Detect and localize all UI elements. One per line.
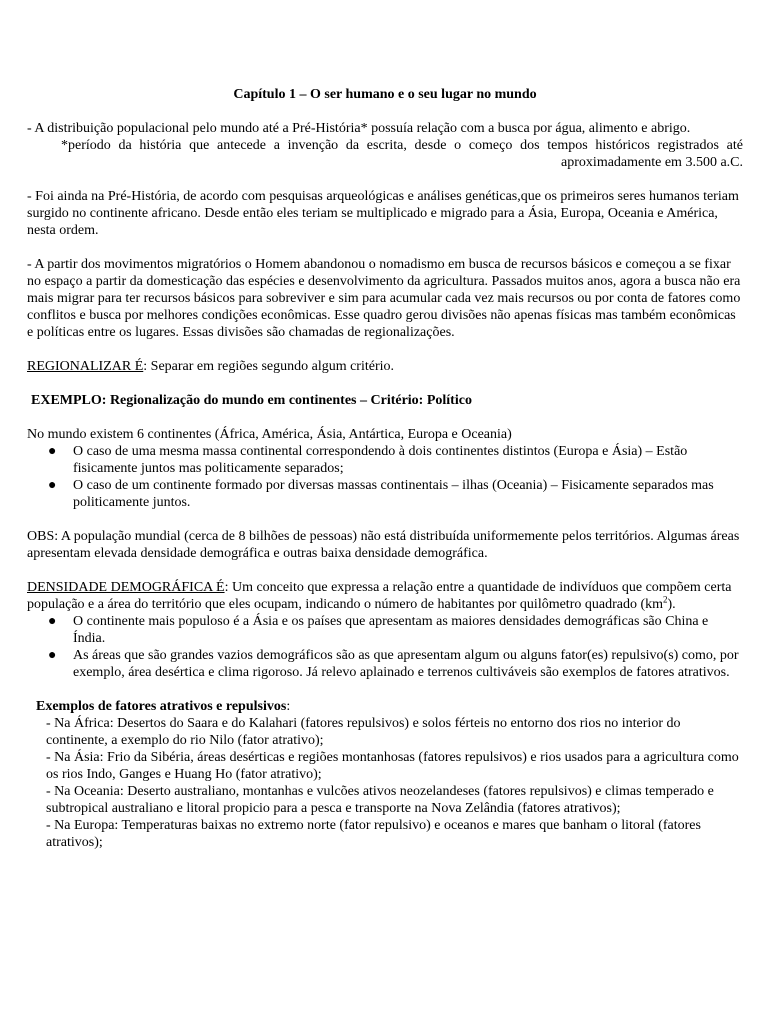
- factors-title: Exemplos de fatores atrativos e repulsivos: [36, 699, 287, 714]
- list-item: - Na Europa: Temperaturas baixas no extremo norte (fator repulsivo) e oceanos e mares que banham o litoral (fatores atrativos);: [46, 818, 701, 850]
- list-item: - Na África: Desertos do Saara e do Kalahari (fatores repulsivos) e solos férteis no entorno dos rios no interior do continente, a exemplo do rio Nilo (fator atrativo);: [46, 716, 681, 748]
- spacer: [27, 341, 743, 358]
- obs-paragraph: OBS: A população mundial (cerca de 8 bilhões de pessoas) não está distribuída uniformemente pelos territórios. Algumas áreas apresentam elevada densidade demográfica e outras baixa densidade demográfica.: [27, 529, 740, 561]
- paragraph-origin: - Foi ainda na Pré-História, de acordo com pesquisas arqueológicas e análises genéticas,que os primeiros seres humanos teriam surgido no continente africano. Desde então eles teriam se multiplicado e migrado para a Ásia, Europa, Oceania e América, nesta ordem.: [27, 189, 739, 238]
- spacer: [27, 239, 743, 256]
- spacer: [27, 409, 743, 426]
- continents-intro: No mundo existem 6 continentes (África, América, Ásia, Antártica, Europa e Oceania): [27, 427, 512, 442]
- continents-list: [27, 443, 743, 511]
- spacer: [27, 562, 743, 579]
- bullet-icon: ●: [48, 444, 57, 459]
- document-page: [27, 86, 743, 851]
- list-item: [27, 647, 743, 681]
- list-item: - Na Oceania: Deserto australiano, montanhas e vulcões ativos neozelandeses (fatores repulsivos) e climas temperado e subtropical australiano e litoral propicio para a pesca e transporte na Nova Zelândia (fatores atrativos);: [46, 784, 714, 816]
- regionalizar-term: REGIONALIZAR É: [27, 359, 144, 374]
- chapter-title: Capítulo 1 – O ser humano e o seu lugar no mundo: [233, 87, 537, 102]
- factors-heading: [27, 698, 743, 715]
- list-item: [27, 443, 743, 477]
- factors-colon: :: [286, 699, 291, 714]
- bullet-icon: ●: [48, 478, 57, 493]
- paragraph-distribution: - A distribuição populacional pelo mundo até a Pré-História* possuía relação com a busca por água, alimento e abrigo.: [27, 121, 691, 136]
- list-item-text: O continente mais populoso é a Ásia e os países que apresentam as maiores densidades demográficas são China e Índia.: [73, 614, 709, 646]
- list-item-text: O caso de uma mesma massa continental correspondendo à dois continentes distintos (Europa e Ásia) – Estão fisicamente juntos mas politicamente separados;: [73, 444, 688, 476]
- density-list: [27, 613, 743, 681]
- density-term: DENSIDADE DEMOGRÁFICA É: [27, 580, 225, 595]
- density-definition: [27, 579, 743, 613]
- superscript: 2: [663, 594, 668, 605]
- regionalizar-definition: [27, 358, 743, 375]
- spacer: [27, 511, 743, 528]
- regionalizar-text: : Separar em regiões segundo algum critério.: [143, 359, 395, 374]
- bullet-icon: ●: [48, 648, 57, 663]
- density-end: ).: [667, 597, 676, 612]
- density-text: : Um conceito que expressa a relação entre a quantidade de indivíduos que compõem certa população e a área do território que eles ocupam, indicando o número de habitantes por quilômetro quadrado (km: [27, 580, 732, 612]
- paragraph-migrations: - A partir dos movimentos migratórios o Homem abandonou o nomadismo em busca de recursos básicos e começou a se fixar no espaço a partir da domesticação das espécies e desenvolvimento da agricultura. Passados muitos anos, agora a busca não era mais migrar para ter recursos básicos para sobreviver e sim para acumular cada vez mais recursos ou por conta de fatores como conflitos e busca por melhores condições econômicas. Esse quadro gerou divisões não apenas físicas mas também econômicas e políticas entre os lugares. Essas divisões são chamadas de regionalizações.: [27, 257, 741, 340]
- spacer: [27, 171, 743, 188]
- prehistory-footnote: *período da história que antecede a invenção da escrita, desde o começo dos tempos históricos registrados até aproximadamente em 3.500 a.C.: [61, 138, 743, 170]
- spacer: [27, 375, 743, 392]
- example-heading: EXEMPLO: Regionalização do mundo em continentes – Critério: Político: [31, 393, 472, 408]
- spacer: [27, 681, 743, 698]
- list-item-text: As áreas que são grandes vazios demográficos são as que apresentam algum ou alguns fator(es) repulsivo(s) como, por exemplo, área desértica e clima rigoroso. Já relevo aplainado e terrenos cultiváveis são exemplos de fatores atrativos.: [73, 648, 739, 680]
- list-item-text: O caso de um continente formado por diversas massas continentais – ilhas (Oceania) – Fisicamente separados mas politicamente juntos.: [73, 478, 714, 510]
- factors-list: [27, 715, 743, 851]
- list-item: [27, 613, 743, 647]
- bullet-icon: ●: [48, 614, 57, 629]
- list-item: [27, 477, 743, 511]
- list-item: - Na Ásia: Frio da Sibéria, áreas desérticas e regiões montanhosas (fatores repulsivos) e rios usados para a agricultura como os rios Indo, Ganges e Huang Ho (fator atrativo);: [46, 750, 739, 782]
